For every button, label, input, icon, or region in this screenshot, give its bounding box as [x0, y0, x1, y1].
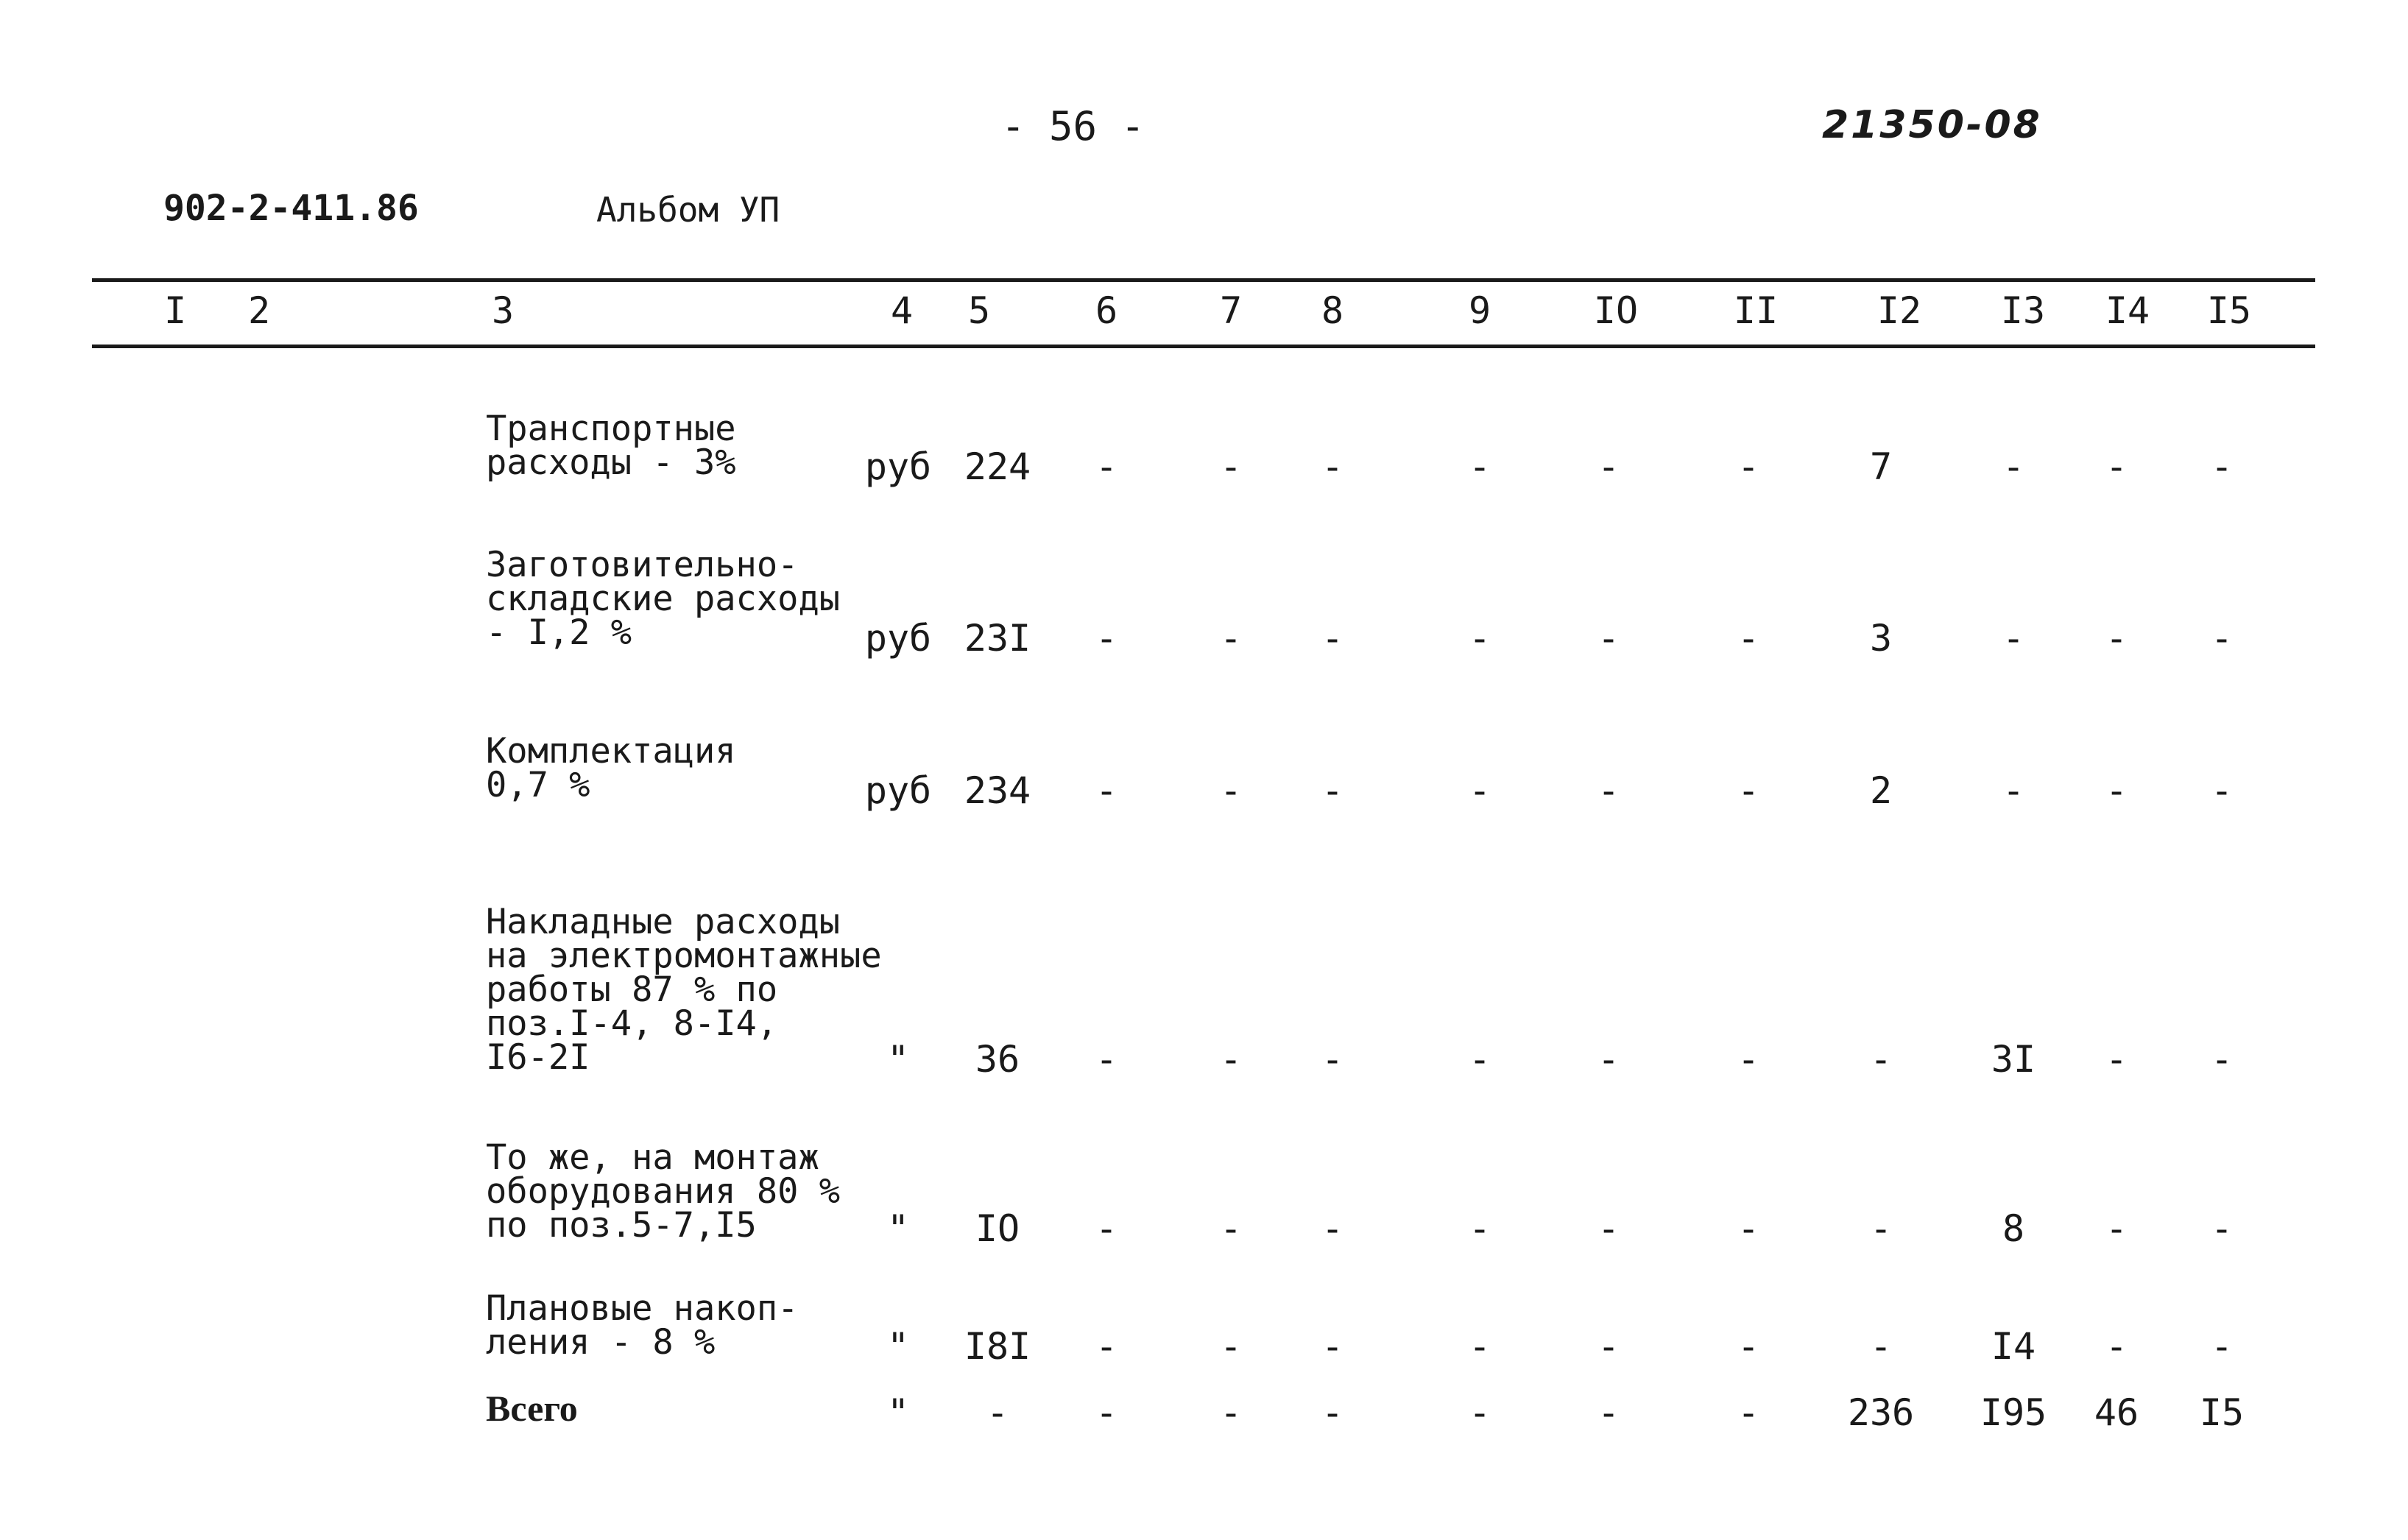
column-header: 5 [967, 289, 991, 332]
row-value: - [2210, 445, 2234, 488]
row-value: 236 [1847, 1391, 1915, 1434]
row-value: - [1597, 1207, 1620, 1250]
row-value: - [2105, 617, 2128, 660]
row-value: - [1095, 769, 1118, 812]
row-value: I95 [1980, 1391, 2047, 1434]
row-unit: " [886, 1325, 910, 1368]
row-value: - [1737, 445, 1760, 488]
row-value: 23I [964, 617, 1031, 660]
row-value: - [1597, 1391, 1620, 1434]
column-header: IO [1593, 289, 1639, 332]
row-value: - [1219, 1391, 1243, 1434]
row-value: - [1095, 1207, 1118, 1250]
row-value: I8I [964, 1325, 1031, 1368]
row-description: Плановые накоп- ления - 8 % [486, 1288, 799, 1363]
row-value: I5 [2199, 1391, 2245, 1434]
row-value: - [1737, 617, 1760, 660]
column-header: 4 [890, 289, 914, 332]
row-value: - [2210, 1038, 2234, 1081]
row-value: - [2210, 769, 2234, 812]
row-value: - [1737, 1391, 1760, 1434]
row-unit: " [886, 1207, 910, 1250]
row-value: - [1219, 617, 1243, 660]
row-value: - [1219, 1038, 1243, 1081]
row-description: Комплектация 0,7 % [486, 731, 736, 805]
row-value: - [1321, 769, 1344, 812]
row-value: 7 [1869, 445, 1893, 488]
column-header: 7 [1219, 289, 1243, 332]
row-value: - [1219, 1207, 1243, 1250]
row-value: I4 [1991, 1325, 2036, 1368]
row-value: - [2210, 1207, 2234, 1250]
column-header: 9 [1468, 289, 1491, 332]
row-value: - [1219, 769, 1243, 812]
row-description: Заготовительно- складские расходы - I,2 % [486, 545, 841, 653]
row-value: - [1597, 1038, 1620, 1081]
row-description: Транспортные расходы - 3% [486, 409, 736, 483]
row-value: - [1737, 1207, 1760, 1250]
row-value: - [1468, 769, 1491, 812]
row-value: - [1468, 1325, 1491, 1368]
column-header: 2 [247, 289, 271, 332]
row-unit: руб [864, 617, 932, 660]
document-code: 21350-08 [1822, 103, 2042, 147]
row-value: - [986, 1391, 1009, 1434]
row-value: 224 [964, 445, 1031, 488]
row-value: - [1869, 1325, 1893, 1368]
row-value: 46 [2094, 1391, 2139, 1434]
row-value: - [1737, 1325, 1760, 1368]
row-value: - [1321, 617, 1344, 660]
row-value: 3 [1869, 617, 1893, 660]
row-value: - [1468, 617, 1491, 660]
row-value: - [1869, 1038, 1893, 1081]
row-value: - [1468, 445, 1491, 488]
row-value: 234 [964, 769, 1031, 812]
project-code: 902-2-411.86 [163, 188, 419, 229]
row-value: - [1321, 1325, 1344, 1368]
row-value: - [1597, 769, 1620, 812]
row-value: - [1219, 445, 1243, 488]
row-value: - [1468, 1391, 1491, 1434]
page-number: - 56 - [1001, 103, 1145, 149]
row-value: - [2105, 1038, 2128, 1081]
column-header: I [163, 289, 187, 332]
row-unit: " [886, 1391, 910, 1434]
row-value: - [1321, 1038, 1344, 1081]
table-header-rule [92, 345, 2315, 348]
row-value: - [1095, 617, 1118, 660]
row-value: - [1468, 1207, 1491, 1250]
column-header: I3 [2000, 289, 2046, 332]
row-value: - [2210, 617, 2234, 660]
row-value: - [2002, 445, 2025, 488]
row-unit: руб [864, 445, 932, 488]
row-value: - [1219, 1325, 1243, 1368]
row-value: 8 [2002, 1207, 2025, 1250]
row-value: - [1095, 445, 1118, 488]
column-header: I2 [1876, 289, 1922, 332]
row-value: - [1095, 1038, 1118, 1081]
column-header: I4 [2105, 289, 2150, 332]
table-top-rule [92, 278, 2315, 282]
album-title: Альбом УП [596, 190, 780, 230]
row-description: То же, на монтаж оборудования 80 % по поз.5-7,I5 [486, 1137, 841, 1246]
row-value: - [1095, 1391, 1118, 1434]
row-value: - [2105, 769, 2128, 812]
row-value: - [2002, 617, 2025, 660]
row-value: - [1737, 769, 1760, 812]
row-description: Накладные расходы на электромонтажные работы 87 % по поз.I-4, 8-I4, I6-2I [486, 902, 882, 1078]
row-value: - [2210, 1325, 2234, 1368]
row-value: - [1468, 1038, 1491, 1081]
row-value: - [2105, 445, 2128, 488]
row-value: - [1321, 445, 1344, 488]
row-value: IO [975, 1207, 1020, 1250]
row-value: - [1095, 1325, 1118, 1368]
row-value: - [1597, 445, 1620, 488]
row-value: - [2105, 1207, 2128, 1250]
column-header: 8 [1321, 289, 1344, 332]
row-value: 36 [975, 1038, 1020, 1081]
column-header: II [1733, 289, 1779, 332]
row-value: 2 [1869, 769, 1893, 812]
column-header: 6 [1095, 289, 1118, 332]
row-value: - [2105, 1325, 2128, 1368]
row-description: Всего [486, 1388, 578, 1429]
row-value: - [1321, 1207, 1344, 1250]
row-value: - [1597, 617, 1620, 660]
row-unit: руб [864, 769, 932, 812]
row-unit: " [886, 1038, 910, 1081]
row-value: - [1597, 1325, 1620, 1368]
row-value: - [2002, 769, 2025, 812]
row-value: - [1869, 1207, 1893, 1250]
row-value: - [1737, 1038, 1760, 1081]
row-value: - [1321, 1391, 1344, 1434]
row-value: 3I [1991, 1038, 2036, 1081]
column-header: I5 [2206, 289, 2252, 332]
column-header: 3 [491, 289, 515, 332]
